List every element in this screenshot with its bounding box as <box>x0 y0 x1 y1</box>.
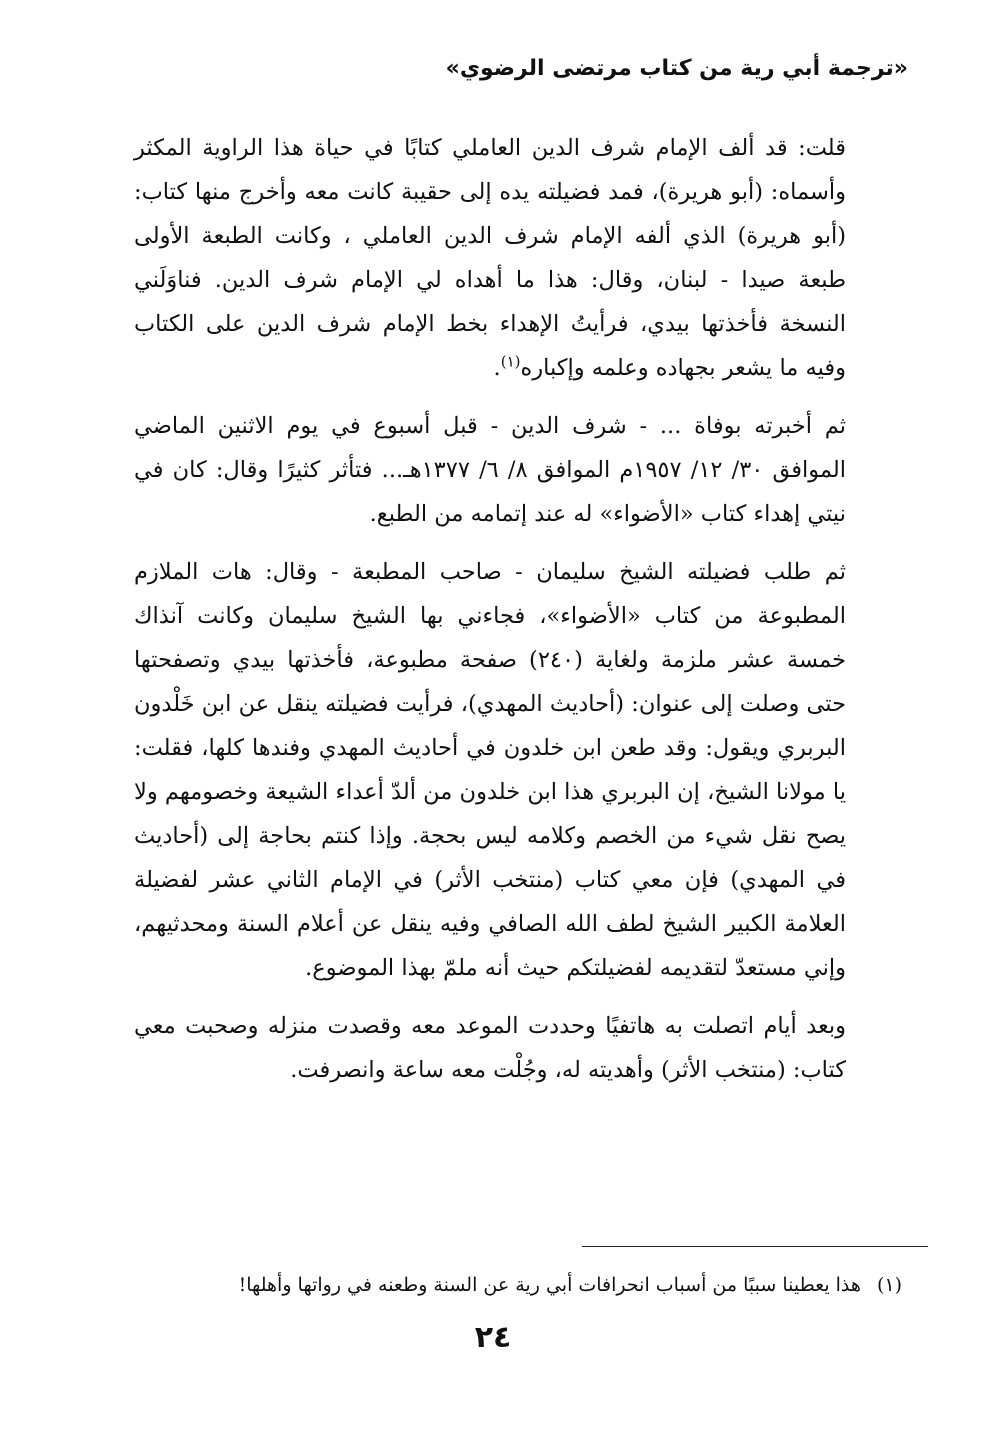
paragraph-1 <box>134 126 846 390</box>
footnote-number: (١) <box>876 1274 902 1296</box>
footnote-text: هذا يعطينا سببًا من أسباب انحرافات أبي رية عن السنة وطعنه في رواتها وأهلها! <box>238 1274 861 1296</box>
footnote-reference-mark: (١) <box>500 352 521 371</box>
body-text <box>134 126 846 1106</box>
footnote-separator-rule <box>582 1246 928 1247</box>
footnote <box>112 1268 902 1302</box>
page-number: ٢٤ <box>474 1320 512 1355</box>
running-header: «ترجمة أبي رية من كتاب مرتضى الرضوي» <box>445 56 908 81</box>
paragraph-1-tail: . <box>493 355 501 381</box>
paragraph-1-text: قلت: قد ألف الإمام شرف الدين العاملي كتابًا في حياة هذا الراوية المكثر وأسماه: (أبو هريرة)، فمد فضيلته يده إلى حقيبة كانت معه وأخرج منها كتاب: (أبو هريرة) الذي ألفه الإمام شرف الدين العاملي ، وكانت الطبعة الأولى طبعة صيدا - لبنان، وقال: هذا ما أهداه لي الإمام شرف الدين. فناوَلَني النسخة فأخذتها بيدي، فرأيتُ الإهداء بخط الإمام شرف الدين على الكتاب وفيه ما يشعر بجهاده وعلمه وإكباره <box>134 135 846 381</box>
paragraph-3: ثم طلب فضيلته الشيخ سليمان - صاحب المطبعة - وقال: هات الملازم المطبوعة من كتاب «الأضواء»، فجاءني بها الشيخ سليمان وكانت آنذاك خمسة عشر ملزمة ولغاية (٢٤٠) صفحة مطبوعة، فأخذتها بيدي وتصفحتها حتى وصلت إلى عنوان: (أحاديث المهدي)، فرأيت فضيلته ينقل عن ابن خَلْدون البربري ويقول: وقد طعن ابن خلدون في أحاديث المهدي وفندها كلها، فقلت: يا مولانا الشيخ، إن البربري هذا ابن خلدون من ألدّ أعداء الشيعة وخصومهم ولا يصح نقل شيء من الخصم وكلامه ليس بحجة. وإذا كنتم بحاجة إلى (أحاديث في المهدي) فإن معي كتاب (منتخب الأثر) في الإمام الثاني عشر لفضيلة العلامة الكبير الشيخ لطف الله الصافي وفيه ينقل عن أعلام السنة ومحدثيهم، وإني مستعدّ لتقديمه لفضيلتكم حيث أنه ملمّ بهذا الموضوع. <box>134 559 847 981</box>
paragraph-2: ثم أخبرته بوفاة ... - شرف الدين - قبل أسبوع في يوم الاثنين الماضي الموافق ٣٠/ ١٢/ ١٩٥٧م الموافق ٨/ ٦/ ١٣٧٧هـ... فتأثر كثيرًا وقال: كان في نيتي إهداء كتاب «الأضواء» له عند إتمامه من الطبع. <box>134 413 847 527</box>
paragraph-4: وبعد أيام اتصلت به هاتفيًا وحددت الموعد معه وقصدت منزله وصحبت معي كتاب: (منتخب الأثر) وأهديته له، وجُلْت معه ساعة وانصرفت. <box>134 1013 846 1083</box>
